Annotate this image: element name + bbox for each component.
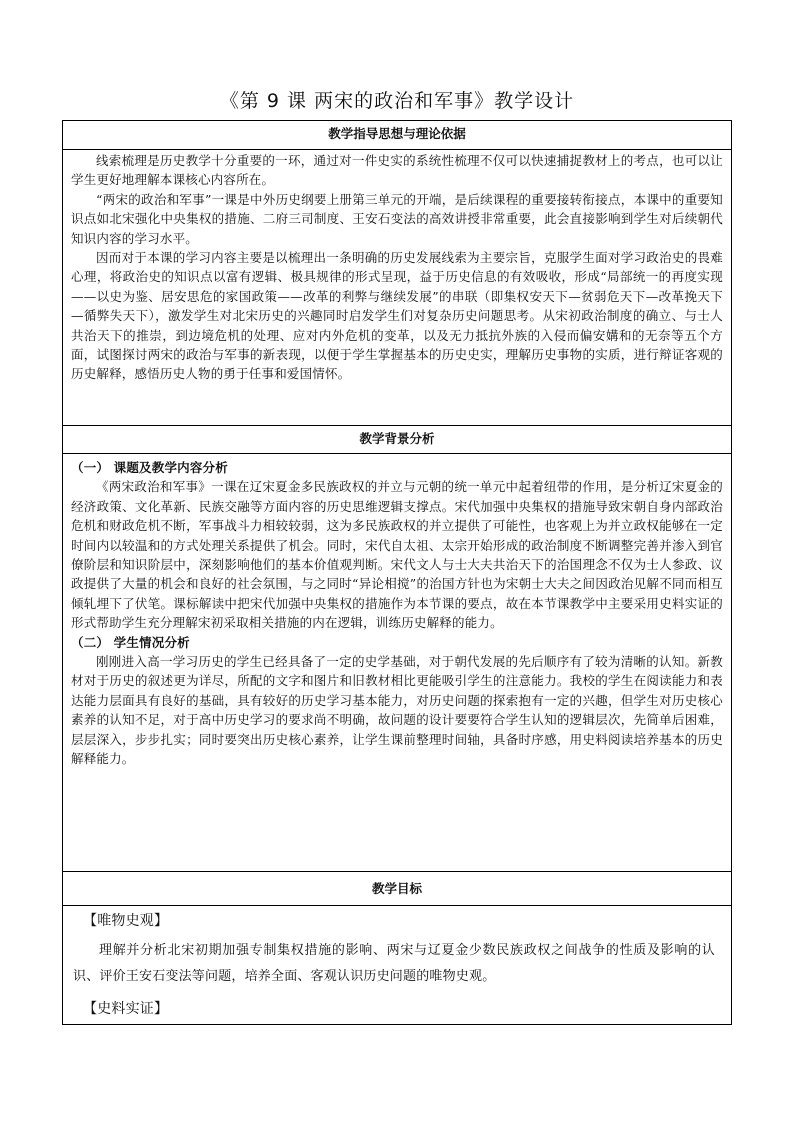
paragraph: 线索梳理是历史教学十分重要的一环，通过对一件史实的系统性梳理不仅可以快速捕捉教材上的考点，也可以让学生更好地理解本课核心内容所在。 <box>71 153 723 188</box>
section-header-label: 教学目标 <box>371 881 422 896</box>
objective-title-materialism: 【唯物史观】 <box>83 913 169 929</box>
section-header-background <box>63 425 731 453</box>
section-body-background <box>63 453 731 871</box>
lesson-plan-table <box>62 120 732 1025</box>
paragraph: “两宋的政治和军事”一课是中外历史纲要上册第三单元的开端，是后续课程的重要接转衔接点，本课中的重要知识点如北宋强化中央集权的措施、二府三司制度、王安石变法的高效讲授非常重要，此会直接影响到学生对后续朝代知识内容的学习水平。 <box>71 191 723 246</box>
section-body-objectives <box>63 905 731 1024</box>
paragraph: 因而对于本课的学习内容主要是以梳理出一条明确的历史发展线索为主要宗旨，克服学生面对学习政治史的畏难心理，将政治史的知识点以富有逻辑、极具规律的形式呈现，益于历史信息的有效吸收，形成“局部统一的再度实现——以史为鉴、居安思危的家国政策——改革的利弊与继续发展”的串联（即集权安天下—贫弱危天下—改革挽天下—循弊失天下），激发学生对北宋历史的兴趣同时启发学生们对复杂历史问题思考。从宋初政治制度的确立、与士人共治天下的推崇，到边境危机的处理、应对内外危机的变革，以及无力抵抗外族的入侵而偏安媾和的无奈等五个方面，试图探讨两宋的政治与军事的新表现，以便于学生掌握基本的历史史实，理解历史事物的实质，进行辩证客观的历史解释，感悟历史人物的勇于任事和爱国情怀。 <box>71 250 723 382</box>
section-body-guiding-ideology <box>63 149 731 425</box>
paragraph: 《两宋政治和军事》一课在辽宋夏金多民族政权的并立与元朝的统一单元中起着纽带的作用，是分析辽宋夏金的经济政策、文化革新、民族交融等方面内容的历史思维逻辑支撑点。宋代加强中央集权的措施导致宋朝自身内部政治危机和财政危机不断，军事战斗力相较较弱，这为多民族政权的并立提供了可能性，也客观上为并立政权能够在一定时间内以较温和的方式处理关系提供了机会。同时，宋代自太祖、太宗开始形成的政治制度不断调整完善并渗入到官僚阶层和知识阶层中，深刻影响他们的基本价值观判断。宋代文人与士大夫共治天下的治国理念不仅为士人参政、议政提供了大量的机会和良好的社会氛围，与之同时“异论相搅”的治国方针也为宋朝士大夫之间因政治见解不同而相互倾轧埋下了伏笔。课标解读中把宋代加强中央集权的措施作为本节课的要点，故在本节课教学中主要采用史料实证的形式帮助学生充分理解宋初采取相关措施的内在逻辑，训练历史解释的能力。 <box>71 479 723 631</box>
section-header-guiding-ideology <box>63 121 731 149</box>
section-header-label: 教学指导思想与理论依据 <box>328 126 466 141</box>
document-title: 《第 9 课 两宋的政治和军事》教学设计 <box>219 90 575 112</box>
section-header-label: 教学背景分析 <box>359 431 435 446</box>
section-header-objectives <box>63 871 731 905</box>
objective-title-evidence: 【史料实证】 <box>83 1001 169 1017</box>
paragraph: 刚刚进入高一学习历史的学生已经具备了一定的史学基础，对于朝代发展的先后顺序有了较为清晰的认知。新教材对于历史的叙述更为详尽，所配的文字和图片和旧教材相比更能吸引学生的注意能力。我校的学生在阅读能力和表达能力层面具有良好的基础，具有较好的历史学习基本能力，对历史问题的探索抱有一定的兴趣，但学生对历史核心素养的认知不足，对于高中历史学习的要求尚不明确，故问题的设计要要符合学生认知的逻辑层次，先简单后困难，层层深入，步步扎实；同时要突出历史核心素养，让学生课前整理时间轴，具备时序感，用史料阅读培养基本的历史解释能力。 <box>71 654 723 767</box>
subsection-title-content-analysis: （一） 课题及教学内容分析 <box>71 460 228 475</box>
objective-text-materialism: 理解并分析北宋初期加强专制集权措施的影响、两宋与辽夏金少数民族政权之间战争的性质及影响的认识、评价王安石变法等问题，培养全面、客观认识历史问题的唯物史观。 <box>73 943 715 984</box>
subsection-title-student-analysis: （二） 学生情况分析 <box>71 634 190 650</box>
